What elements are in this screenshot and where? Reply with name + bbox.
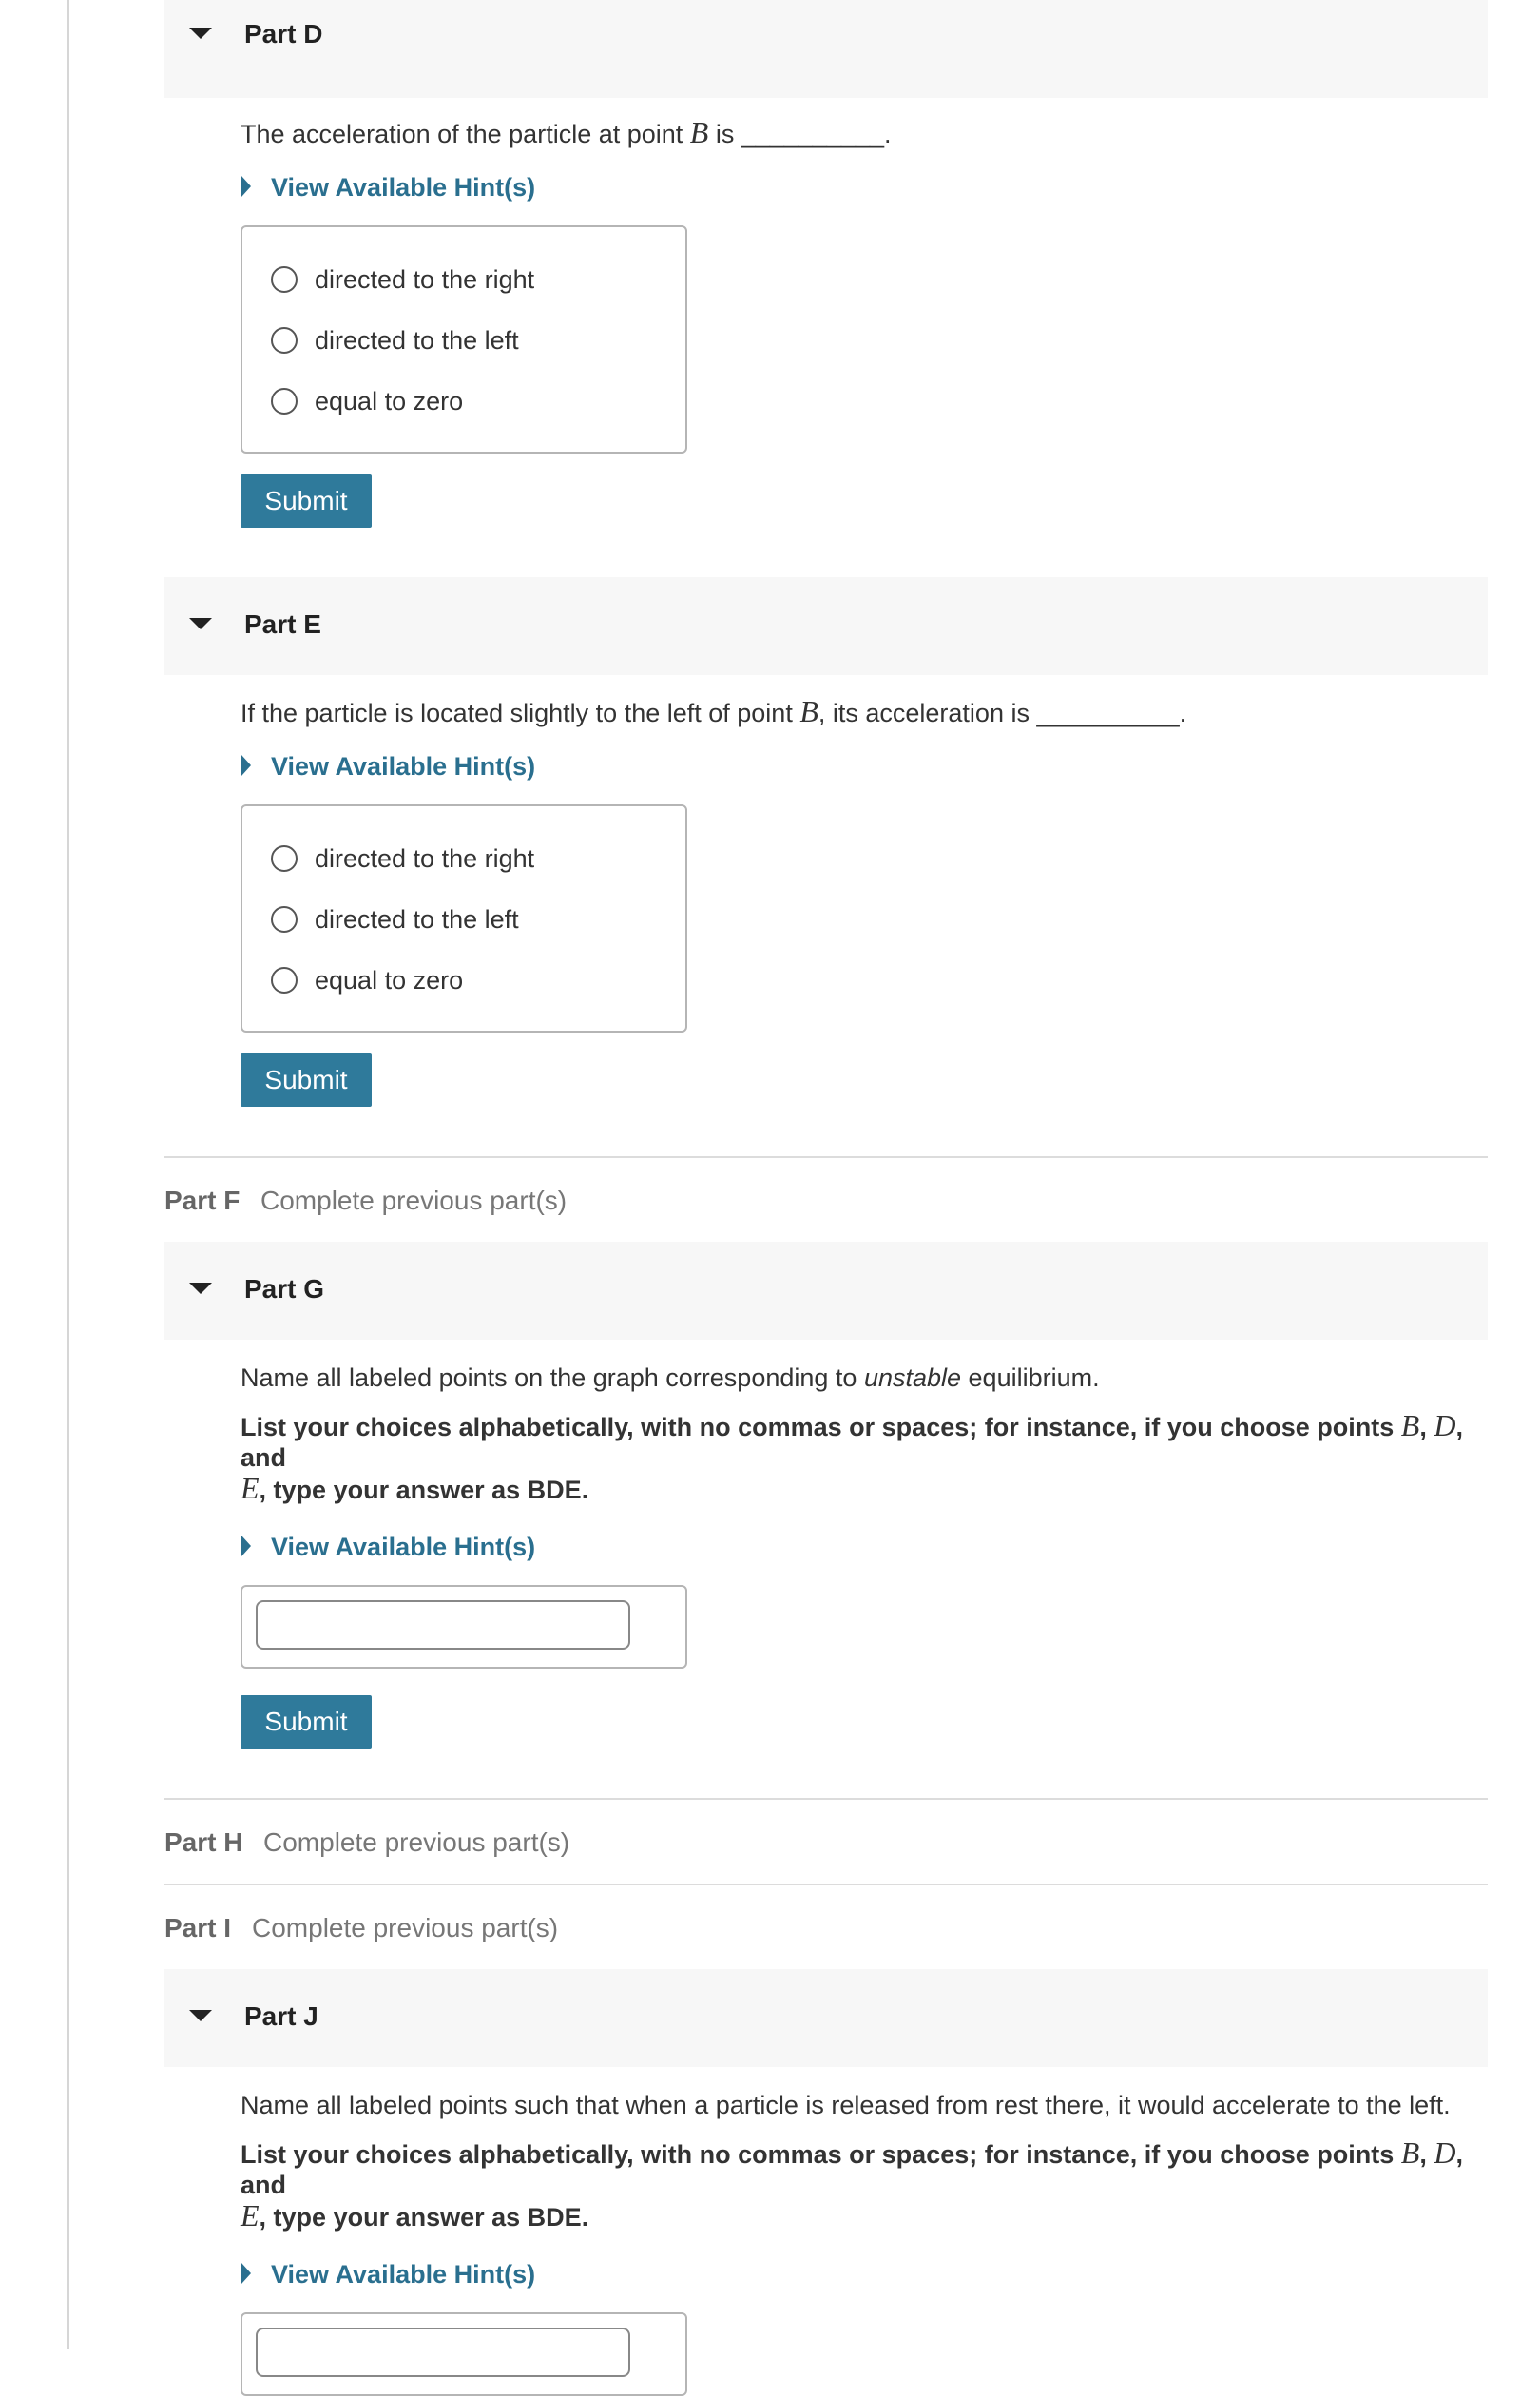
part-e-submit-button[interactable]: Submit [241,1053,372,1107]
radio-button[interactable] [271,388,298,415]
option-equal-zero[interactable]: equal to zero [271,385,463,417]
part-d-body [164,98,1488,528]
part-e-title: Part E [244,609,321,639]
part-f-row [164,1156,1488,1225]
part-d-submit-button[interactable]: Submit [241,474,372,528]
part-e-header[interactable] [164,577,1488,675]
option-directed-left[interactable]: directed to the left [271,903,519,936]
content [164,0,1488,2396]
part-j-answer-input[interactable] [256,2328,630,2377]
part-j-header[interactable] [164,1969,1488,2067]
part-e-options [241,804,687,1033]
collapse-caret-icon[interactable] [189,1283,212,1294]
part-e-question: If the particle is located slightly to the left of point B, its acceleration is __________. [241,694,1187,728]
part-j-question: Name all labeled points such that when a particle is released from rest there, it would accelerate to the left. [241,2091,1451,2119]
part-i-status: Complete previous part(s) [252,1913,559,1942]
part-d-title: Part D [244,19,323,48]
part-e-body [164,675,1488,1107]
expand-arrow-icon [241,176,251,197]
part-g-answer-box [241,1585,687,1669]
part-f-label: Part F [164,1186,241,1215]
collapse-caret-icon[interactable] [189,618,212,629]
part-g-submit-button[interactable]: Submit [241,1695,372,1749]
radio-button[interactable] [271,266,298,293]
part-f-status: Complete previous part(s) [260,1186,568,1215]
part-d-hint-link[interactable]: View Available Hint(s) [241,172,1488,203]
part-g-instructions: List your choices alphabetically, with no commas or spaces; for instance, if you choose points B, D, and E, type your answer as BDE. [241,1408,1463,1505]
part-j-body [164,2067,1488,2396]
part-h-row [164,1798,1488,1866]
collapse-caret-icon[interactable] [189,2010,212,2021]
part-i-row [164,1884,1488,1952]
part-j-hint-link[interactable]: View Available Hint(s) [241,2259,1488,2290]
radio-button[interactable] [271,845,298,872]
option-directed-right[interactable]: directed to the right [271,842,534,875]
left-rule [67,0,69,2349]
radio-button[interactable] [271,906,298,933]
part-d-header[interactable] [164,0,1488,98]
part-g-hint-link[interactable]: View Available Hint(s) [241,1532,1488,1562]
expand-arrow-icon [241,755,251,776]
option-directed-left[interactable]: directed to the left [271,324,519,357]
part-i-label: Part I [164,1913,232,1942]
radio-button[interactable] [271,967,298,994]
option-directed-right[interactable]: directed to the right [271,263,534,296]
part-e-hint-link[interactable]: View Available Hint(s) [241,751,1488,782]
part-h-status: Complete previous part(s) [263,1827,570,1857]
expand-arrow-icon [241,2263,251,2284]
part-d-options [241,225,687,454]
part-h-label: Part H [164,1827,243,1857]
part-g-body [164,1340,1488,1749]
option-equal-zero[interactable]: equal to zero [271,964,463,996]
part-g-title: Part G [244,1274,325,1304]
collapse-caret-icon[interactable] [189,28,212,39]
part-g-question: Name all labeled points on the graph corresponding to unstable equilibrium. [241,1363,1100,1392]
expand-arrow-icon [241,1536,251,1556]
part-j-answer-box [241,2312,687,2396]
radio-button[interactable] [271,327,298,354]
part-d-question: The acceleration of the particle at point B is __________. [241,115,892,149]
part-j-instructions: List your choices alphabetically, with no commas or spaces; for instance, if you choose points B, D, and E, type your answer as BDE. [241,2135,1463,2232]
part-j-title: Part J [244,2001,318,2031]
part-g-answer-input[interactable] [256,1600,630,1650]
part-g-header[interactable] [164,1242,1488,1340]
